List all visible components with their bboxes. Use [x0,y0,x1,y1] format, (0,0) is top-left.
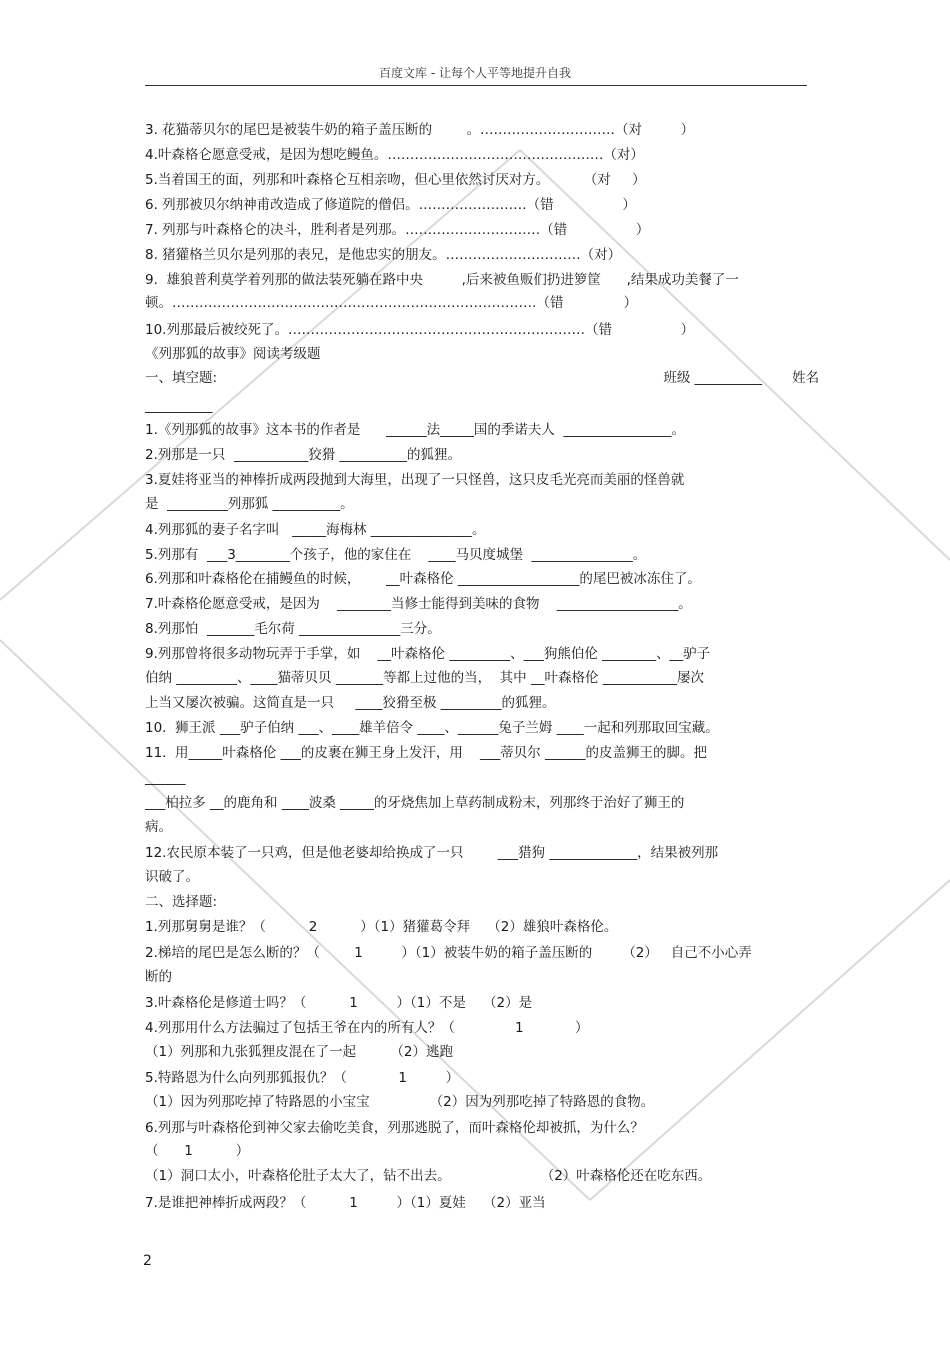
fill-item-1: 1.《列那狐的故事》这本书的作者是 ______法_____国的季诺夫人 ________________。 [145,422,685,438]
fill-item-11-blank: ______ [145,770,186,786]
choice-item-7: 7.是谁把神棒折成两段？（ 1 ）（1）夏娃 （2）亚当 [145,1195,546,1211]
fill-item-12: 12.农民原本装了一只鸡，但是他老婆却给换成了一只 ___猎狗 _____________，结果被列那 [145,845,719,861]
section-title: 《列那狐的故事》阅读考级题 [145,346,321,362]
fill-item-3-cont: 是 _________列那狐 __________。 [145,496,354,512]
fill-item-9-cont: 伯纳 _________、____猫蒂贝贝 _______等都上过他的当， 其中 __叶森格伦 ___________屡次 [145,670,704,686]
fill-item-8: 8.列那怕 _______毛尔荷 _______________三分。 [145,621,441,637]
tf-item-3: 3. 花猫蒂贝尔的尾巴是被装牛奶的箱子盖压断的 。…………………………（对 ） [145,122,695,138]
choice-item-6: 6.列那与叶森格伦到神父家去偷吃美食，列那逃脱了，而叶森格伦却被抓，为什么？ [145,1120,644,1136]
tf-item-8: 8. 猪獾格兰贝尔是列那的表兄，是他忠实的朋友。…………………………（对） [145,247,622,263]
page-number: 2 [143,1253,152,1269]
tf-item-5: 5.当着国王的面，列那和叶森格仑互相亲吻，但心里依然讨厌对方。 （对 ） [145,172,646,188]
choice-item-6-answer: （ 1 ） [145,1143,250,1159]
fill-item-11: 11. 用_____叶森格伦 ___的皮裹在狮王身上发汗，用 ___蒂贝尔 ______的皮盖狮王的脚。把 [145,745,708,761]
tf-item-9-cont: 顿。………………………………………………………………………（错 ） [145,295,638,311]
choice-heading: 二、选择题: [145,894,218,910]
tf-item-10: 10.列那最后被绞死了。…………………………………………………………（错 ） [145,322,695,338]
fill-item-11-cont2: 病。 [145,819,172,835]
choice-item-4: 4.列那用什么方法骗过了包括王爷在内的所有人？（ 1 ） [145,1020,589,1036]
choice-item-2-cont: 断的 [145,969,172,985]
tf-item-7: 7. 列那与叶森格仑的决斗，胜利者是列那。…………………………（错 ） [145,222,650,238]
header-divider [145,85,807,86]
tf-item-4: 4.叶森格仑愿意受戒，是因为想吃鳗鱼。…………………………………………（对） [145,147,644,163]
fill-item-4: 4.列那狐的妻子名字叫 _____海梅林 _______________。 [145,522,486,538]
fill-item-10: 10. 狮王派 ___驴子伯纳 ___、____雄羊倍令 ____、______兔子兰姆 ____一起和列那取回宝藏。 [145,720,719,736]
fill-item-5: 5.列那有 ___3________个孩子，他的家住在 ____马贝度城堡 _______________。 [145,547,647,563]
fill-item-6: 6.列那和叶森格伦在捕鳗鱼的时候， __叶森格伦 __________________的尾巴被冰冻住了。 [145,571,701,587]
choice-item-1: 1.列那舅舅是谁？（ 2 ）（1）猪獾葛令拜 （2）雄狼叶森格伦。 [145,919,618,935]
choice-item-2: 2.梯培的尾巴是怎么断的？（ 1 ）（1）被装牛奶的箱子盖压断的 （2） 自己不小心弄 [145,945,752,961]
choice-item-6-options: （1）洞口太小，叶森格伦肚子太大了，钻不出去。 （2）叶森格伦还在吃东西。 [145,1168,712,1184]
fill-item-12-cont: 识破了。 [145,869,199,885]
name-blank: __________ [145,398,213,414]
fill-item-2: 2.列那是一只 ___________狡猾 __________的狐狸。 [145,447,462,463]
fill-item-9-cont2: 上当又屡次被骗。这简直是一只 ____狡猾至极 _________的狐狸。 [145,695,556,711]
fill-item-3: 3.夏娃将亚当的神棒折成两段抛到大海里，出现了一只怪兽，这只皮毛光亮而美丽的怪兽就 [145,472,685,488]
choice-item-4-options: （1）列那和九张狐狸皮混在了一起 （2）逃跑 [145,1044,454,1060]
fill-item-9: 9.列那曾将很多动物玩弄于手掌，如 __叶森格伦 _________、___狗熊伯伦 ________、__驴子 [145,646,711,662]
fill-in-heading: 一、填空题: 班级 __________ 姓名 [145,370,820,386]
tf-item-6: 6. 列那被贝尔纳神甫改造成了修道院的僧侣。……………………（错 ） [145,197,636,213]
page-header: 百度文库 - 让每个人平等地提升自我 [379,66,571,80]
fill-item-7: 7.叶森格伦愿意受戒，是因为 ________当修士能得到美味的食物 __________________。 [145,596,692,612]
tf-item-9: 9. 雄狼普利莫学着列那的做法装死躺在路中央 ,后来被鱼贩们扔进箩筐 ,结果成功美餐了一 [145,272,739,288]
choice-item-5: 5.特路恩为什么向列那狐报仇？（ 1 ） [145,1070,460,1086]
fill-item-11-cont: ___柏拉多 __的鹿角和 ____波桑 _____的牙烧焦加上草药制成粉末，列那终于治好了狮王的 [145,795,685,811]
choice-item-3: 3.叶森格伦是修道士吗？（ 1 ）（1）不是 （2）是 [145,995,533,1011]
choice-item-5-options: （1）因为列那吃掉了特路恩的小宝宝 （2）因为列那吃掉了特路恩的食物。 [145,1094,655,1110]
